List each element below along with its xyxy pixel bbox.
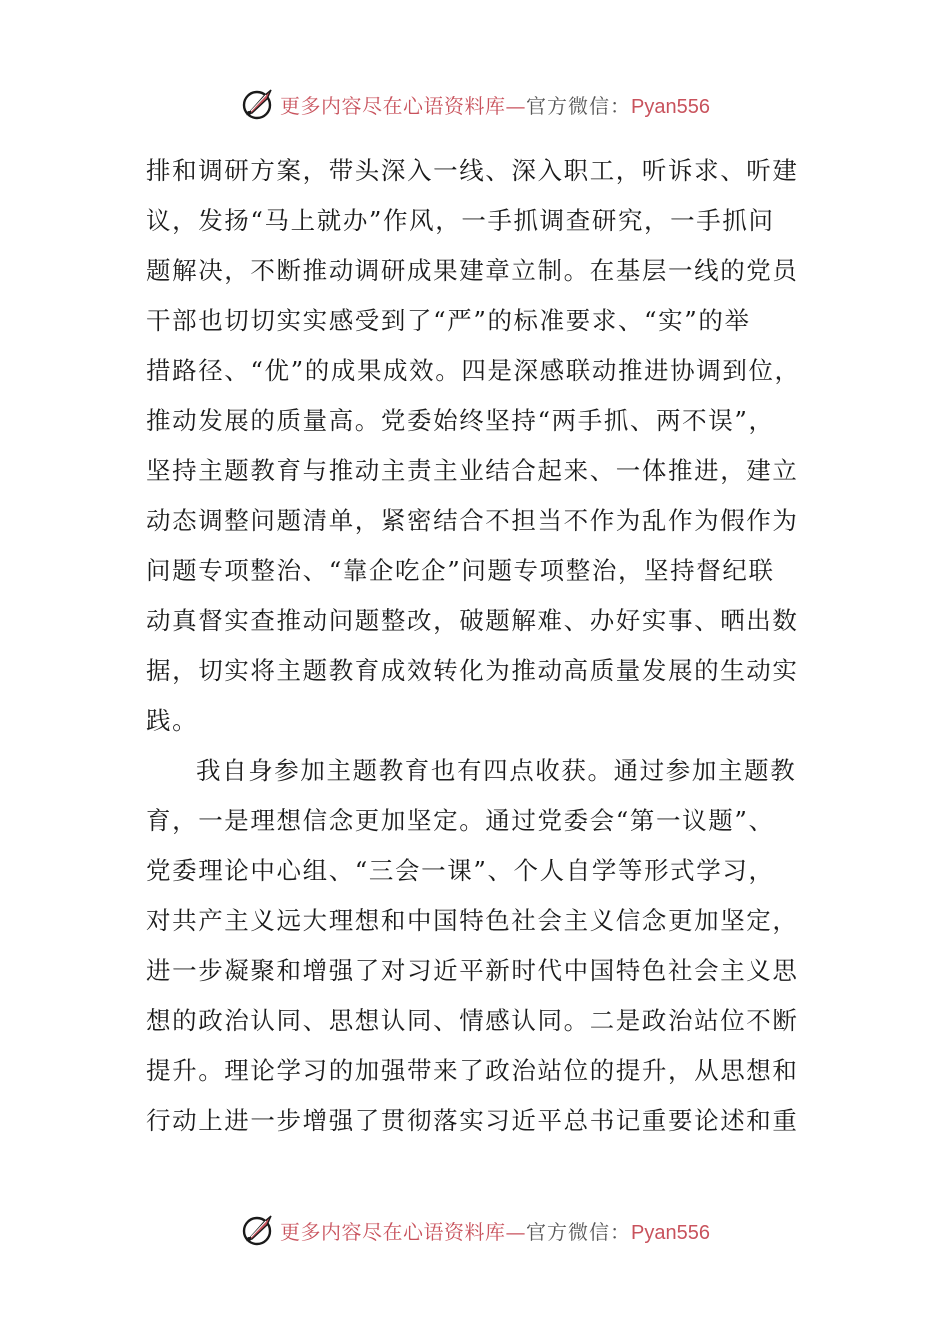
paragraph-first-line: 我自身参加主题教育也有四点收获。通过参加主题教 — [196, 756, 797, 785]
text-line: 对共产主义远大理想和中国特色社会主义信念更加坚定， — [146, 906, 799, 935]
text-line: 育，一是理想信念更加坚定。通过党委会“第一议题”、 — [146, 806, 775, 835]
banner-wechat-label: 官方微信： — [526, 1219, 632, 1244]
text-line: 干部也切切实实感受到了“严”的标准要求、“实”的举 — [146, 306, 751, 335]
document-body — [146, 146, 806, 1146]
text-line: 行动上进一步增强了贯彻落实习近平总书记重要论述和重 — [146, 1106, 799, 1135]
quill-logo-icon — [240, 1212, 276, 1248]
text-line: 议，发扬“马上就办”作风，一手抓调查研究，一手抓问 — [146, 206, 775, 235]
banner-wechat-id: Pyan556 — [631, 95, 710, 118]
text-line: 想的政治认同、思想认同、情感认同。二是政治站位不断 — [146, 1006, 799, 1035]
text-line: 动真督实查推动问题整改，破题解难、办好实事、晒出数 — [146, 606, 799, 635]
banner-main-text: 更多内容尽在心语资料库— — [280, 1219, 527, 1244]
text-line: 提升。理论学习的加强带来了政治站位的提升，从思想和 — [146, 1056, 799, 1085]
header-banner — [0, 84, 950, 124]
banner-wechat-label: 官方微信： — [526, 93, 632, 118]
text-line: 动态调整问题清单，紧密结合不担当不作为乱作为假作为 — [146, 506, 799, 535]
text-line: 推动发展的质量高。党委始终坚持“两手抓、两不误”， — [146, 406, 775, 435]
text-line: 题解决，不断推动调研成果建章立制。在基层一线的党员 — [146, 256, 799, 285]
text-line: 排和调研方案，带头深入一线、深入职工，听诉求、听建 — [146, 156, 799, 185]
text-line: 党委理论中心组、“三会一课”、个人自学等形式学习， — [146, 856, 775, 885]
text-line: 践。 — [146, 706, 199, 735]
text-line: 问题专项整治、“靠企吃企”问题专项整治，坚持督纪联 — [146, 556, 775, 585]
text-line: 坚持主题教育与推动主责主业结合起来、一体推进，建立 — [146, 456, 799, 485]
quill-logo-icon — [240, 86, 276, 122]
banner-main-text: 更多内容尽在心语资料库— — [280, 93, 527, 118]
footer-banner — [0, 1210, 950, 1250]
text-line: 据，切实将主题教育成效转化为推动高质量发展的生动实 — [146, 656, 799, 685]
text-line: 措路径、“优”的成果成效。四是深感联动推进协调到位， — [146, 356, 801, 385]
text-line: 进一步凝聚和增强了对习近平新时代中国特色社会主义思 — [146, 956, 799, 985]
banner-wechat-id: Pyan556 — [631, 1221, 710, 1244]
